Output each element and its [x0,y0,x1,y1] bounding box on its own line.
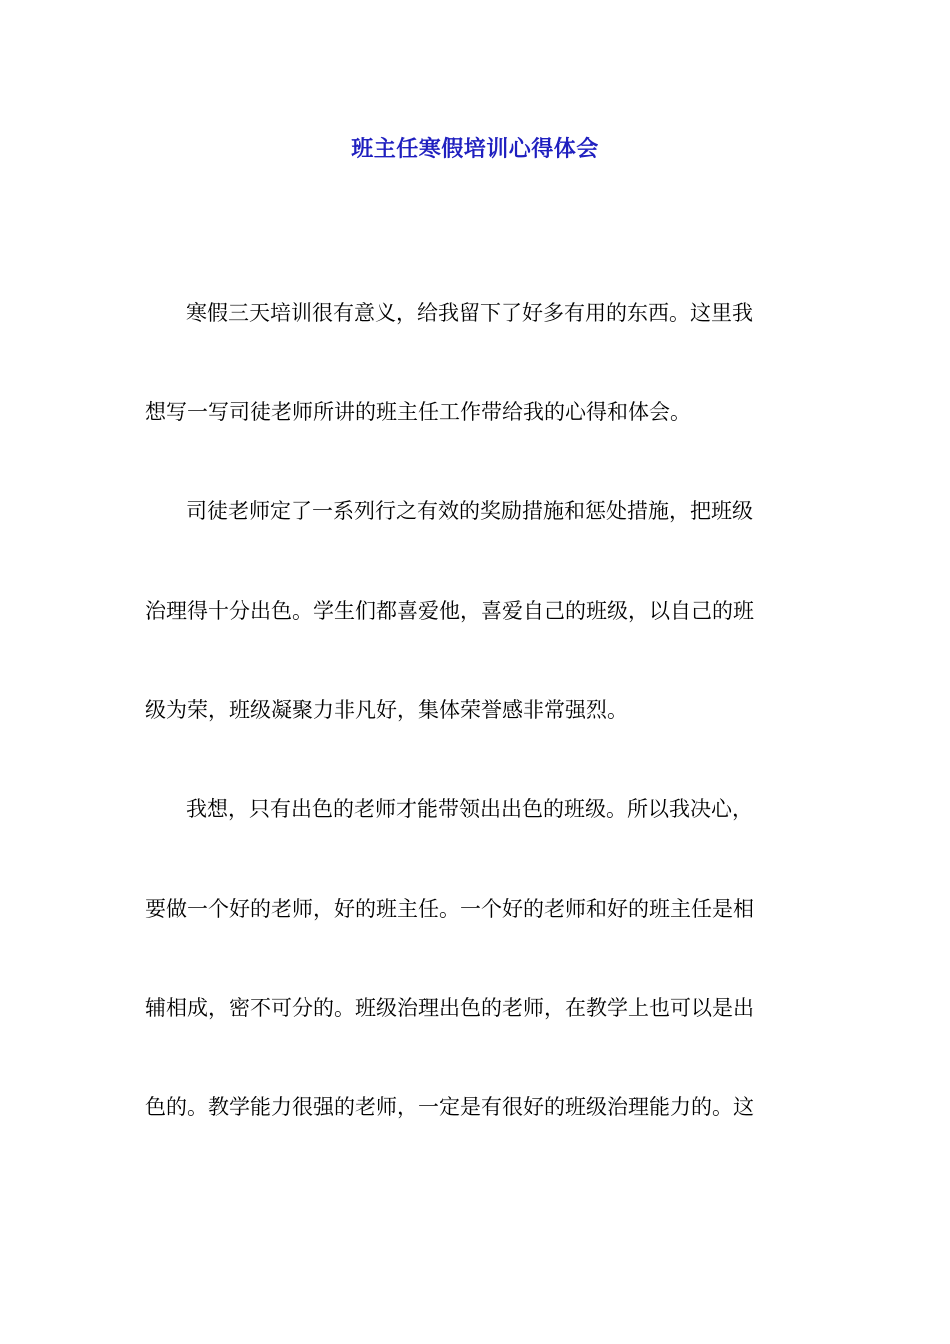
paragraph-2-line-3: 级为荣，班级凝聚力非凡好，集体荣誉感非常强烈。 [145,698,628,722]
paragraph-2-line-2: 治理得十分出色。学生们都喜爱他，喜爱自己的班级，以自己的班 [145,599,754,623]
paragraph-1-line-1: 寒假三天培训很有意义，给我留下了好多有用的东西。这里我 [186,301,753,325]
paragraph-2-line-1: 司徒老师定了一系列行之有效的奖励措施和惩处措施，把班级 [186,499,753,523]
paragraph-3-line-3: 辅相成，密不可分的。班级治理出色的老师，在教学上也可以是出 [145,996,754,1020]
paragraph-3-line-2: 要做一个好的老师，好的班主任。一个好的老师和好的班主任是相 [145,897,754,921]
paragraph-3-line-4: 色的。教学能力很强的老师，一定是有很好的班级治理能力的。这 [145,1095,754,1119]
document-title: 班主任寒假培训心得体会 [351,137,599,162]
paragraph-3-line-1: 我想，只有出色的老师才能带领出出色的班级。所以我决心， [186,797,753,821]
paragraph-1-line-2: 想写一写司徒老师所讲的班主任工作带给我的心得和体会。 [145,400,691,424]
